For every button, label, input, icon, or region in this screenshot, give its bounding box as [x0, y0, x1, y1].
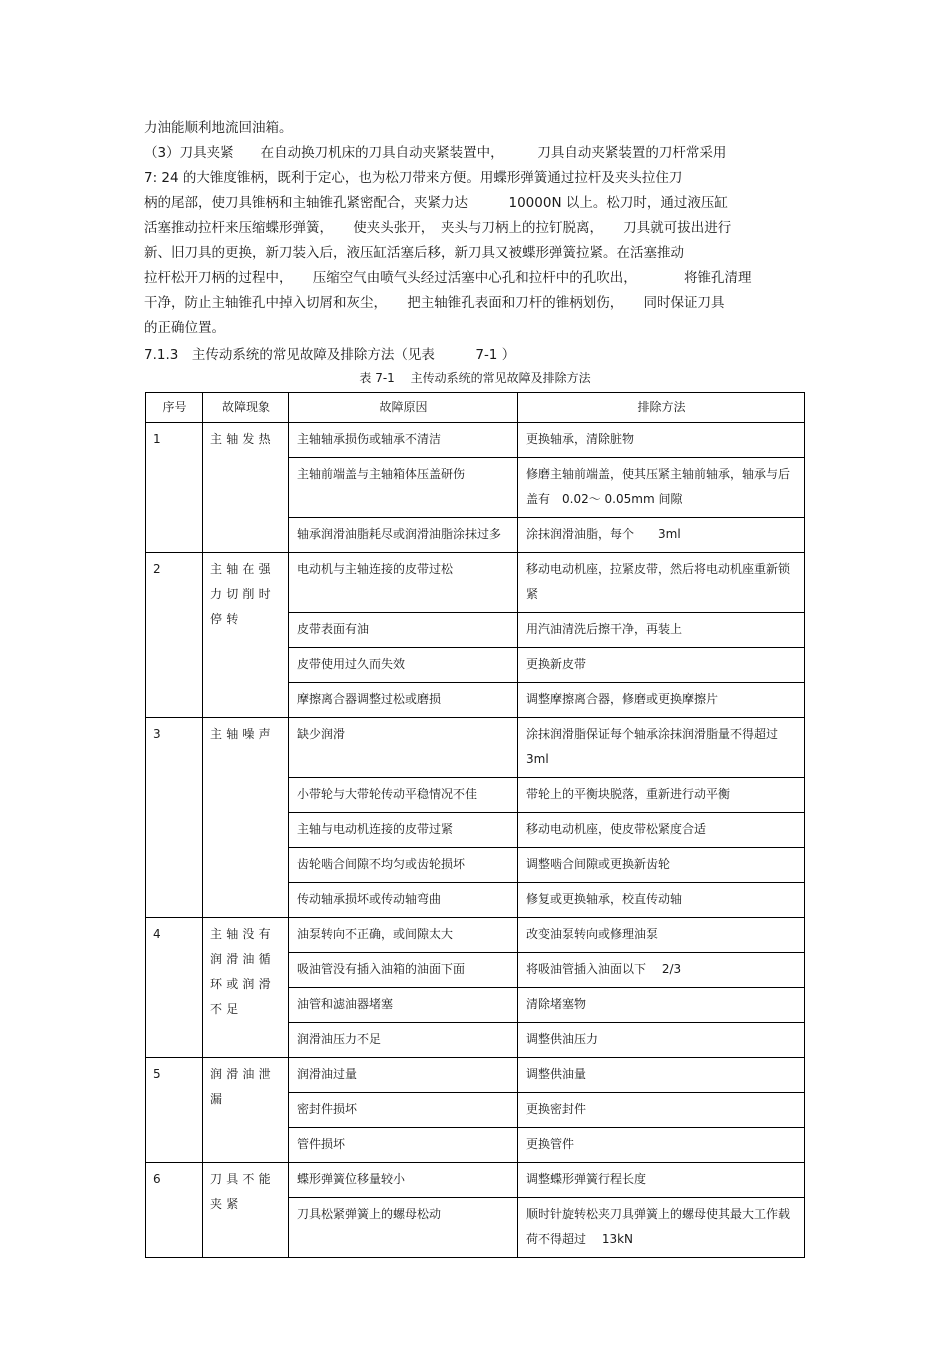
cause-cell: 刀具松紧弹簧上的螺母松动	[289, 1198, 518, 1258]
table-row	[146, 1163, 805, 1198]
cause-cell: 齿轮啮合间隙不均匀或齿轮损坏	[289, 848, 518, 883]
table-row	[146, 553, 805, 613]
paragraph-line: 干净，防止主轴锥孔中掉入切屑和灰尘， 把主轴锥孔表面和刀杆的锥柄划伤， 同时保证刀具	[144, 295, 725, 311]
paragraph-line: 拉杆松开刀柄的过程中， 压缩空气由喷气头经过活塞中心孔和拉杆中的孔吹出， 将锥孔清理	[144, 270, 752, 286]
table-row	[146, 423, 805, 458]
cause-cell: 油泵转向不正确，或间隙太大	[289, 918, 518, 953]
symptom-cell: 润滑油泄漏	[203, 1058, 289, 1163]
fix-cell: 带轮上的平衡块脱落，重新进行动平衡	[518, 778, 805, 813]
fix-cell: 涂抹润滑脂保证每个轴承涂抹润滑脂量不得超过 3ml	[518, 718, 805, 778]
fix-cell: 调整摩擦离合器，修磨或更换摩擦片	[518, 683, 805, 718]
section-title: 7.1.3 主传动系统的常见故障及排除方法（见表 7-1 ）	[144, 347, 516, 363]
table-header-row	[146, 393, 805, 423]
paragraph-line: 新、旧刀具的更换，新刀装入后，液压缸活塞后移，新刀具又被蝶形弹簧拉紧。在活塞推动	[144, 245, 684, 261]
fix-cell: 清除堵塞物	[518, 988, 805, 1023]
fix-cell: 修磨主轴前端盖，使其压紧主轴前轴承，轴承与后盖有 0.02～ 0.05mm 间隙	[518, 458, 805, 518]
paragraph-line: 柄的尾部，使刀具锥柄和主轴锥孔紧密配合，夹紧力达 10000N 以上。松刀时，通过液压缸	[144, 195, 728, 211]
symptom-cell: 刀具不能夹紧	[203, 1163, 289, 1258]
seq-cell: 5	[146, 1058, 203, 1163]
symptom-cell: 主轴在强力切削时停转	[203, 553, 289, 718]
cause-cell: 吸油管没有插入油箱的油面下面	[289, 953, 518, 988]
symptom-cell: 主轴发热	[203, 423, 289, 553]
fix-cell: 调整蝶形弹簧行程长度	[518, 1163, 805, 1198]
cause-cell: 皮带表面有油	[289, 613, 518, 648]
body-paragraph	[144, 116, 804, 341]
cause-cell: 传动轴承损坏或传动轴弯曲	[289, 883, 518, 918]
fix-cell: 将吸油管插入油面以下 2/3	[518, 953, 805, 988]
header-seq: 序号	[146, 393, 203, 423]
cause-cell: 缺少润滑	[289, 718, 518, 778]
paragraph-line: 活塞推动拉杆来压缩蝶形弹簧， 使夹头张开， 夹头与刀柄上的拉钉脱离， 刀具就可拔出进行	[144, 220, 732, 236]
seq-cell: 6	[146, 1163, 203, 1258]
cause-cell: 管件损坏	[289, 1128, 518, 1163]
table-row	[146, 918, 805, 953]
fix-cell: 更换管件	[518, 1128, 805, 1163]
cause-cell: 皮带使用过久而失效	[289, 648, 518, 683]
cause-cell: 蝶形弹簧位移量较小	[289, 1163, 518, 1198]
symptom-cell: 主轴噪声	[203, 718, 289, 918]
seq-cell: 2	[146, 553, 203, 718]
seq-cell: 1	[146, 423, 203, 553]
header-symptom: 故障现象	[203, 393, 289, 423]
header-cause: 故障原因	[289, 393, 518, 423]
cause-cell: 润滑油压力不足	[289, 1023, 518, 1058]
paragraph-line: 力油能顺利地流回油箱。	[144, 120, 293, 136]
table-caption: 表 7-1 主传动系统的常见故障及排除方法	[359, 371, 591, 385]
fix-cell: 更换密封件	[518, 1093, 805, 1128]
table-row	[146, 718, 805, 778]
fix-cell: 调整供油量	[518, 1058, 805, 1093]
fix-cell: 用汽油清洗后擦干净，再装上	[518, 613, 805, 648]
cause-cell: 润滑油过量	[289, 1058, 518, 1093]
cause-cell: 轴承润滑油脂耗尽或润滑油脂涂抹过多	[289, 518, 518, 553]
cause-cell: 小带轮与大带轮传动平稳情况不佳	[289, 778, 518, 813]
cause-cell: 电动机与主轴连接的皮带过松	[289, 553, 518, 613]
cause-cell: 油管和滤油器堵塞	[289, 988, 518, 1023]
fix-cell: 更换轴承，清除脏物	[518, 423, 805, 458]
fix-cell: 涂抹润滑油脂，每个 3ml	[518, 518, 805, 553]
header-fix: 排除方法	[518, 393, 805, 423]
fix-cell: 修复或更换轴承，校直传动轴	[518, 883, 805, 918]
fix-cell: 改变油泵转向或修理油泵	[518, 918, 805, 953]
fault-table	[145, 392, 805, 1258]
fix-cell: 调整啮合间隙或更换新齿轮	[518, 848, 805, 883]
fix-cell: 移动电动机座，拉紧皮带，然后将电动机座重新锁紧	[518, 553, 805, 613]
fix-cell: 移动电动机座，使皮带松紧度合适	[518, 813, 805, 848]
paragraph-line: （3）刀具夹紧 在自动换刀机床的刀具自动夹紧装置中， 刀具自动夹紧装置的刀杆常采用	[144, 145, 727, 161]
symptom-cell: 主轴没有润滑油循环或润滑不足	[203, 918, 289, 1058]
fix-cell: 调整供油压力	[518, 1023, 805, 1058]
cause-cell: 主轴前端盖与主轴箱体压盖研伤	[289, 458, 518, 518]
paragraph-line: 7: 24 的大锥度锥柄，既利于定心，也为松刀带来方便。用蝶形弹簧通过拉杆及夹头拉住刀	[144, 170, 683, 186]
paragraph-line: 的正确位置。	[144, 320, 225, 336]
cause-cell: 主轴与电动机连接的皮带过紧	[289, 813, 518, 848]
table-row	[146, 1058, 805, 1093]
cause-cell: 摩擦离合器调整过松或磨损	[289, 683, 518, 718]
cause-cell: 主轴轴承损伤或轴承不清洁	[289, 423, 518, 458]
fix-cell: 顺时针旋转松夹刀具弹簧上的螺母使其最大工作载荷不得超过 13kN	[518, 1198, 805, 1258]
seq-cell: 4	[146, 918, 203, 1058]
fix-cell: 更换新皮带	[518, 648, 805, 683]
cause-cell: 密封件损坏	[289, 1093, 518, 1128]
seq-cell: 3	[146, 718, 203, 918]
